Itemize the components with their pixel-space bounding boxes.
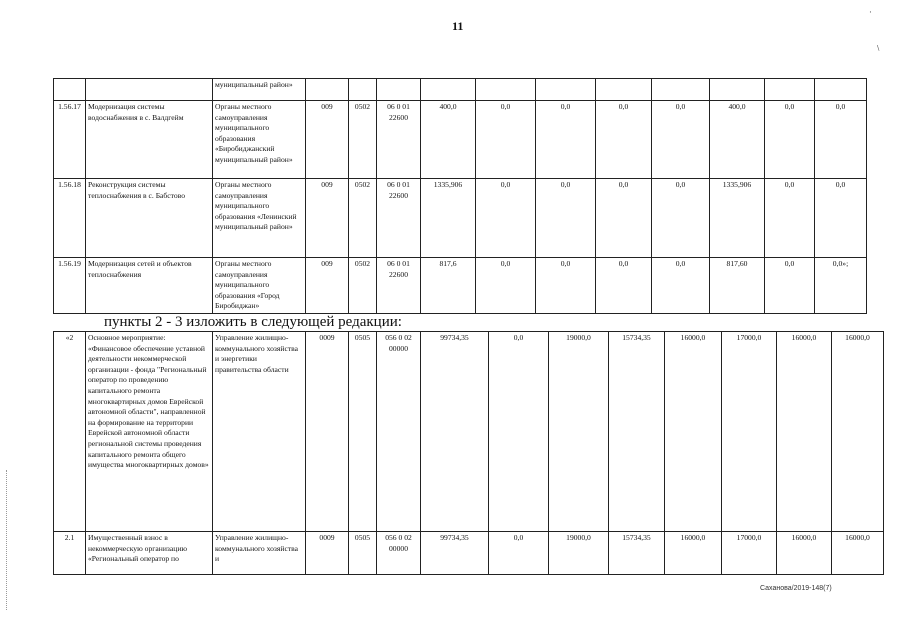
cell-event-name: Модернизация сетей и объектов теплоснабжения xyxy=(86,258,213,314)
cell-year-4 xyxy=(652,79,710,101)
cell-year-1 xyxy=(476,79,536,101)
cell-year-7: 0,0 xyxy=(815,179,867,258)
cell-year-1: 0,0 xyxy=(476,258,536,314)
cell-year-2: 0,0 xyxy=(536,101,596,179)
cell-total: 1335,906 xyxy=(421,179,476,258)
cell-year-2: 0,0 xyxy=(536,258,596,314)
cell-year-2 xyxy=(536,79,596,101)
cell-event-name xyxy=(86,79,213,101)
cell-event-name: Реконструкция системы теплоснабжения в с. Бабстово xyxy=(86,179,213,258)
cell-section-code: 0505 xyxy=(349,532,377,575)
cell-year-4: 16000,0 xyxy=(665,332,722,532)
cell-year-1: 0,0 xyxy=(476,101,536,179)
cell-year-2: 0,0 xyxy=(536,179,596,258)
cell-year-1: 0,0 xyxy=(489,532,549,575)
cell-target-article: 06 0 01 22600 xyxy=(377,101,421,179)
cell-target-article: 06 0 01 22600 xyxy=(377,258,421,314)
cell-target-article: 056 0 02 00000 xyxy=(377,532,421,575)
cell-event-name: Основное мероприятие: «Финансовое обеспечение уставной деятельности некоммерческой организации - фонда "Региональный оператор по проведению капитального ремонта многоквартирных домов Еврейской автономной области", направленной на формирование на территории Еврейской автономной области региональной системы проведения капитального ремонта общего имущества многоквартирных домов» xyxy=(86,332,213,532)
cell-year-3: 0,0 xyxy=(596,258,652,314)
cell-year-5: 400,0 xyxy=(710,101,765,179)
cell-responsible-body: Органы местного самоуправления муниципального образования «Ленинский муниципальный район» xyxy=(213,179,306,258)
cell-responsible-body: Управление жилищно-коммунального хозяйства и энергетики правительства области xyxy=(213,332,306,532)
table-row xyxy=(54,179,867,258)
cell-year-6: 16000,0 xyxy=(777,332,832,532)
cell-year-2: 19000,0 xyxy=(549,332,609,532)
cell-year-5: 17000,0 xyxy=(722,332,777,532)
cell-gr-code: 009 xyxy=(306,101,349,179)
cell-section-code xyxy=(349,79,377,101)
program-table-amended xyxy=(53,331,884,575)
cell-gr-code: 0009 xyxy=(306,332,349,532)
cell-item-number xyxy=(54,79,86,101)
cell-total: 817,6 xyxy=(421,258,476,314)
cell-section-code: 0502 xyxy=(349,258,377,314)
cell-item-number: 1.56.18 xyxy=(54,179,86,258)
cell-responsible-body: муниципальный район» xyxy=(213,79,306,101)
table-row xyxy=(54,101,867,179)
cell-year-3 xyxy=(596,79,652,101)
cell-year-1: 0,0 xyxy=(489,332,549,532)
cell-year-4: 0,0 xyxy=(652,179,710,258)
cell-year-5: 1335,906 xyxy=(710,179,765,258)
cell-event-name: Модернизация системы водоснабжения в с. Валдгейм xyxy=(86,101,213,179)
cell-item-number: «2 xyxy=(54,332,86,532)
cell-gr-code: 0009 xyxy=(306,532,349,575)
scan-mark: \ xyxy=(877,44,880,52)
cell-year-6: 0,0 xyxy=(765,258,815,314)
cell-year-6: 16000,0 xyxy=(777,532,832,575)
table-row xyxy=(54,79,867,101)
cell-year-4: 0,0 xyxy=(652,101,710,179)
document-code: Саханова/2019-148(7) xyxy=(760,585,832,592)
cell-year-1: 0,0 xyxy=(476,179,536,258)
cell-responsible-body: Управление жилищно-коммунального хозяйства и xyxy=(213,532,306,575)
cell-responsible-body: Органы местного самоуправления муниципального образования «Биробиджанский муниципальный район» xyxy=(213,101,306,179)
amendment-instruction: пункты 2 - 3 изложить в следующей редакции: xyxy=(104,314,402,330)
cell-total: 400,0 xyxy=(421,101,476,179)
cell-item-number: 1.56.19 xyxy=(54,258,86,314)
page-number: 11 xyxy=(452,19,464,33)
cell-target-article: 056 0 02 00000 xyxy=(377,332,421,532)
cell-year-4: 16000,0 xyxy=(665,532,722,575)
cell-year-3: 15734,35 xyxy=(609,532,665,575)
cell-target-article: 06 0 01 22600 xyxy=(377,179,421,258)
cell-item-number: 1.56.17 xyxy=(54,101,86,179)
cell-responsible-body: Органы местного самоуправления муниципального образования «Город Биробиджан» xyxy=(213,258,306,314)
cell-year-7: 16000,0 xyxy=(832,532,884,575)
cell-year-7: 0,0 xyxy=(815,101,867,179)
cell-year-5 xyxy=(710,79,765,101)
cell-year-7: 0,0»; xyxy=(815,258,867,314)
program-table-continuation xyxy=(53,78,867,314)
cell-year-3: 0,0 xyxy=(596,101,652,179)
table-row xyxy=(54,532,884,575)
cell-year-7: 16000,0 xyxy=(832,332,884,532)
cell-event-name: Имущественный взнос в некоммерческую организацию «Региональный оператор по xyxy=(86,532,213,575)
cell-item-number: 2.1 xyxy=(54,532,86,575)
cell-year-6: 0,0 xyxy=(765,101,815,179)
table-row xyxy=(54,258,867,314)
cell-section-code: 0502 xyxy=(349,101,377,179)
cell-year-6: 0,0 xyxy=(765,179,815,258)
cell-year-7 xyxy=(815,79,867,101)
binding-edge xyxy=(6,470,8,610)
cell-total: 99734,35 xyxy=(421,532,489,575)
cell-target-article xyxy=(377,79,421,101)
table-row xyxy=(54,332,884,532)
cell-year-6 xyxy=(765,79,815,101)
cell-year-3: 15734,35 xyxy=(609,332,665,532)
cell-year-5: 817,60 xyxy=(710,258,765,314)
cell-gr-code: 009 xyxy=(306,179,349,258)
scan-mark: · xyxy=(869,8,872,18)
cell-year-2: 19000,0 xyxy=(549,532,609,575)
cell-year-5: 17000,0 xyxy=(722,532,777,575)
cell-gr-code: 009 xyxy=(306,258,349,314)
cell-year-3: 0,0 xyxy=(596,179,652,258)
cell-section-code: 0502 xyxy=(349,179,377,258)
cell-total xyxy=(421,79,476,101)
cell-year-4: 0,0 xyxy=(652,258,710,314)
cell-section-code: 0505 xyxy=(349,332,377,532)
cell-total: 99734,35 xyxy=(421,332,489,532)
cell-gr-code xyxy=(306,79,349,101)
